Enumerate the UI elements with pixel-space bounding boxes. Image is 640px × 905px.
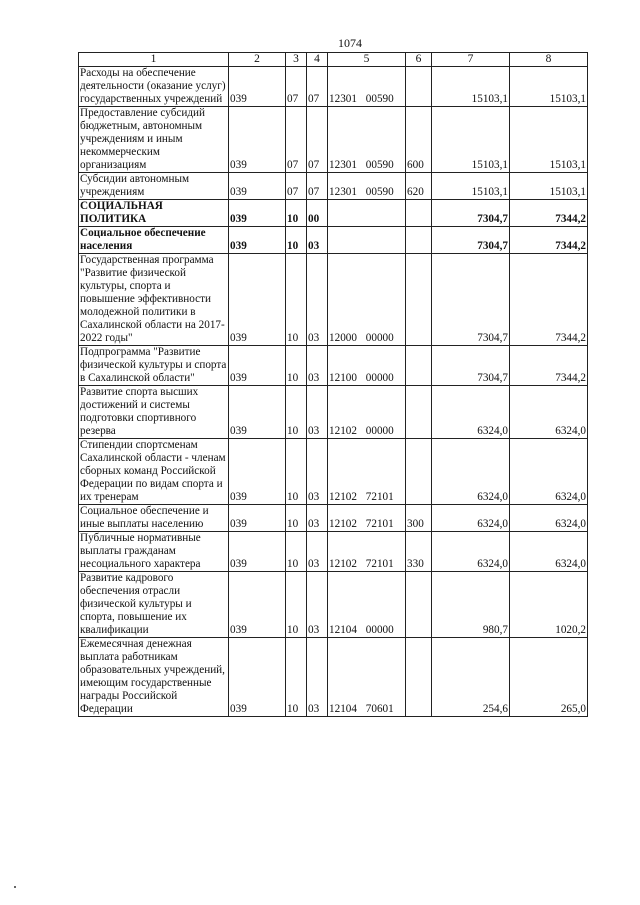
row-code-subsection: 03 (307, 346, 328, 386)
row-code-admin: 039 (229, 505, 286, 532)
row-amount-2020: 15103,1 (432, 107, 510, 173)
row-name: Предоставление субсидий бюджетным, автономным учреждениям и иным некоммерческим организациям (79, 107, 229, 173)
page-number: 1074 (338, 36, 362, 50)
row-code-admin: 039 (229, 227, 286, 254)
row-code-admin: 039 (229, 439, 286, 505)
row-code-subsection: 03 (307, 572, 328, 638)
row-code-section: 10 (286, 505, 307, 532)
row-name: Ежемесячная денежная выплата работникам образовательных учреждений, имеющим государственные награды Российской Федерации (79, 638, 229, 717)
row-amount-2021: 7344,2 (510, 227, 588, 254)
column-header: 5 (328, 53, 406, 67)
row-code-subsection: 07 (307, 173, 328, 200)
column-header: 3 (286, 53, 307, 67)
row-code-admin: 039 (229, 254, 286, 346)
row-code-target: 12100 00000 (328, 346, 406, 386)
row-name: Развитие кадрового обеспечения отрасли физической культуры и спорта, повышение их квалификации (79, 572, 229, 638)
table-header-row (79, 53, 588, 67)
row-amount-2021: 15103,1 (510, 107, 588, 173)
row-code-subsection: 07 (307, 107, 328, 173)
table-row (79, 200, 588, 227)
row-amount-2021: 6324,0 (510, 532, 588, 572)
row-code-expense-type (406, 572, 432, 638)
table-row (79, 572, 588, 638)
row-code-expense-type (406, 227, 432, 254)
row-code-section: 10 (286, 346, 307, 386)
row-amount-2021: 6324,0 (510, 439, 588, 505)
row-code-section: 10 (286, 200, 307, 227)
column-header: 7 (432, 53, 510, 67)
row-code-expense-type: 330 (406, 532, 432, 572)
row-code-subsection: 03 (307, 254, 328, 346)
row-amount-2020: 7304,7 (432, 227, 510, 254)
row-code-target: 12102 00000 (328, 386, 406, 439)
row-amount-2021: 7344,2 (510, 254, 588, 346)
table-row (79, 439, 588, 505)
row-code-admin: 039 (229, 200, 286, 227)
table-row (79, 505, 588, 532)
row-amount-2021: 1020,2 (510, 572, 588, 638)
row-code-expense-type (406, 638, 432, 717)
row-code-subsection: 03 (307, 638, 328, 717)
row-amount-2020: 6324,0 (432, 386, 510, 439)
row-code-expense-type: 600 (406, 107, 432, 173)
row-amount-2020: 7304,7 (432, 200, 510, 227)
row-code-section: 10 (286, 572, 307, 638)
row-amount-2020: 980,7 (432, 572, 510, 638)
row-code-subsection: 00 (307, 200, 328, 227)
row-code-target: 12104 00000 (328, 572, 406, 638)
row-name: СОЦИАЛЬНАЯ ПОЛИТИКА (79, 200, 229, 227)
row-code-admin: 039 (229, 107, 286, 173)
table-row (79, 227, 588, 254)
table-row (79, 67, 588, 107)
row-amount-2020: 6324,0 (432, 532, 510, 572)
row-code-admin: 039 (229, 173, 286, 200)
row-amount-2021: 15103,1 (510, 67, 588, 107)
row-amount-2021: 6324,0 (510, 505, 588, 532)
row-amount-2020: 6324,0 (432, 505, 510, 532)
row-code-admin: 039 (229, 346, 286, 386)
row-code-expense-type (406, 346, 432, 386)
row-code-target (328, 200, 406, 227)
column-header: 2 (229, 53, 286, 67)
column-header: 1 (79, 53, 229, 67)
table-row (79, 346, 588, 386)
row-name: Расходы на обеспечение деятельности (оказание услуг) государственных учреждений (79, 67, 229, 107)
row-code-admin: 039 (229, 572, 286, 638)
table-row (79, 532, 588, 572)
row-code-section: 10 (286, 532, 307, 572)
table-row (79, 638, 588, 717)
row-amount-2020: 15103,1 (432, 67, 510, 107)
row-code-expense-type (406, 439, 432, 505)
row-amount-2020: 6324,0 (432, 439, 510, 505)
row-amount-2020: 7304,7 (432, 254, 510, 346)
table-row (79, 107, 588, 173)
row-code-admin: 039 (229, 386, 286, 439)
row-code-section: 07 (286, 107, 307, 173)
row-code-admin: 039 (229, 532, 286, 572)
row-code-target: 12102 72101 (328, 439, 406, 505)
row-code-expense-type: 300 (406, 505, 432, 532)
row-code-section: 10 (286, 227, 307, 254)
row-code-section: 10 (286, 638, 307, 717)
row-amount-2021: 7344,2 (510, 346, 588, 386)
column-header: 6 (406, 53, 432, 67)
row-code-subsection: 07 (307, 67, 328, 107)
row-code-subsection: 03 (307, 386, 328, 439)
row-amount-2021: 7344,2 (510, 200, 588, 227)
row-code-admin: 039 (229, 67, 286, 107)
row-amount-2020: 7304,7 (432, 346, 510, 386)
table-row (79, 173, 588, 200)
row-code-expense-type: 620 (406, 173, 432, 200)
row-code-subsection: 03 (307, 439, 328, 505)
row-amount-2021: 6324,0 (510, 386, 588, 439)
row-code-section: 07 (286, 173, 307, 200)
row-code-section: 10 (286, 439, 307, 505)
row-code-expense-type (406, 200, 432, 227)
column-header: 8 (510, 53, 588, 67)
row-code-section: 10 (286, 254, 307, 346)
row-code-target: 12104 70601 (328, 638, 406, 717)
row-code-subsection: 03 (307, 227, 328, 254)
scan-dot (14, 886, 16, 888)
row-code-expense-type (406, 254, 432, 346)
row-code-expense-type (406, 386, 432, 439)
row-code-section: 10 (286, 386, 307, 439)
row-code-target: 12102 72101 (328, 532, 406, 572)
row-code-target: 12102 72101 (328, 505, 406, 532)
row-amount-2020: 254,6 (432, 638, 510, 717)
row-code-section: 07 (286, 67, 307, 107)
row-amount-2021: 265,0 (510, 638, 588, 717)
row-amount-2021: 15103,1 (510, 173, 588, 200)
row-name: Подпрограмма "Развитие физической культуры и спорта в Сахалинской области" (79, 346, 229, 386)
row-name: Государственная программа "Развитие физической культуры, спорта и повышение эффективности молодежной политики в Сахалинской области на 2017-2022 годы" (79, 254, 229, 346)
row-code-subsection: 03 (307, 505, 328, 532)
row-name: Субсидии автономным учреждениям (79, 173, 229, 200)
row-amount-2020: 15103,1 (432, 173, 510, 200)
row-code-target: 12301 00590 (328, 67, 406, 107)
row-code-target: 12301 00590 (328, 173, 406, 200)
row-code-admin: 039 (229, 638, 286, 717)
budget-table (78, 52, 588, 717)
table-row (79, 386, 588, 439)
row-name: Социальное обеспечение и иные выплаты населению (79, 505, 229, 532)
row-name: Стипендии спортсменам Сахалинской области - членам сборных команд Российской Федерации по видам спорта и их тренерам (79, 439, 229, 505)
row-name: Публичные нормативные выплаты гражданам несоциального характера (79, 532, 229, 572)
row-name: Социальное обеспечение населения (79, 227, 229, 254)
row-code-target: 12000 00000 (328, 254, 406, 346)
row-code-target: 12301 00590 (328, 107, 406, 173)
row-code-subsection: 03 (307, 532, 328, 572)
row-name: Развитие спорта высших достижений и системы подготовки спортивного резерва (79, 386, 229, 439)
table-row (79, 254, 588, 346)
row-code-expense-type (406, 67, 432, 107)
row-code-target (328, 227, 406, 254)
column-header: 4 (307, 53, 328, 67)
